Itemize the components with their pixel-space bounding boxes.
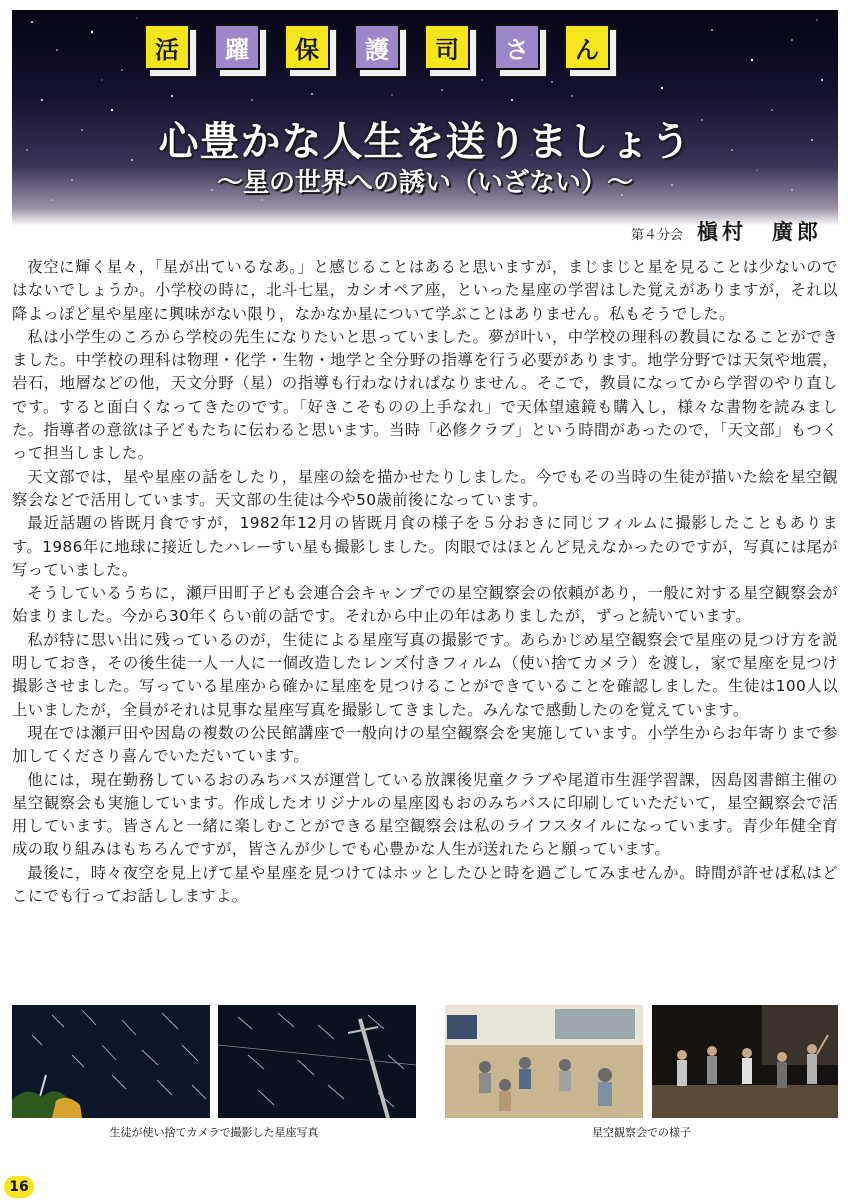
- paragraph: 現在では瀬戸田や因島の複数の公民館講座で一般向けの星空観察会を実施しています。小学生からお年寄りまで参加してくださり喜んでいただいています。: [12, 723, 838, 766]
- observation-session-indoor-photo: [445, 1005, 643, 1118]
- title-tile: さ: [494, 24, 540, 70]
- observation-session-outdoor-photo: [652, 1005, 838, 1118]
- title-tile: ん: [564, 24, 610, 70]
- paragraph: 他には，現在勤務しているおのみちバスが運営している放課後児童クラブや尾道市生涯学習課，因島図書館主催の星空観察会も実施しています。作成したオリジナルの星座図もおのみちバスに印刷していただいて，星空観察会で活用しています。皆さんと一緒に楽しむことができる星空観察会は私のライフスタイルになっています。青少年健全育成の取り組みはもちろんですが，皆さんが少しでも心豊かな人生が送れたらと願っています。: [12, 770, 838, 859]
- author-name: 槇村 廣郎: [697, 219, 822, 244]
- article-body: [12, 256, 838, 908]
- paragraph: 最後に，時々夜空を見上げて星や星座を見つけてはホッとしたひと時を過ごしてみませんか。時間が許せば私はどこにでも行ってお話ししますよ。: [12, 863, 838, 906]
- title-tile: 護: [354, 24, 400, 70]
- paragraph: 私は小学生のころから学校の先生になりたいと思っていました。夢が叶い，中学校の理科の教員になることができました。中学校の理科は物理・化学・生物・地学と全分野の指導を行う必要があります。地学分野では天気や地震，岩石，地層などの他，天文分野（星）の指導も行わなければなりません。そこで，教員になってから学習のやり直しです。すると面白くなってきたのです。「好きこそものの上手なれ」で天体望遠鏡も購入し，様々な書物を読みました。指導者の意欲は子どもたちに伝わると思います。当時「必修クラブ」という時間があったので，「天文部」もつくって担当しました。: [12, 327, 838, 463]
- title-tile: 司: [424, 24, 470, 70]
- paragraph: そうしているうちに，瀬戸田町子ども会連合会キャンプでの星空観察会の依頼があり，一般に対する星空観察会が始まりました。今から30年くらい前の話です。それから中止の年はありましたが，ずっと続いています。: [12, 584, 838, 626]
- paragraph: 私が特に思い出に残っているのが，生徒による星座写真の撮影です。あらかじめ星空観察会で星座の見つけ方を説明しておき，その後生徒一人一人に一個改造したレンズ付きフィルム（使い捨てカメラ）を渡し，家で星座を見つけ撮影させました。写っている星座から確かに星座を見つけることができていることを確認しました。生徒は100人以上いましたが，全員がそれは見事な星座写真を撮影してきました。みんなで感動したのを覚えています。: [12, 630, 838, 719]
- title-tile: 保: [284, 24, 330, 70]
- star-trail-photo-1: [12, 1005, 210, 1118]
- paragraph: 最近話題の皆既月食ですが，1982年12月の皆既月食の様子を５分おきに同じフィルムに撮影したこともあります。1986年に地球に接近したハレーすい星も撮影しました。肉眼ではほとんど見えなかったのですが，写真には尾が写っていました。: [12, 514, 838, 579]
- photo-caption-observation: 星空観察会での様子: [592, 1126, 691, 1139]
- paragraph: 天文部では，星や星座の話をしたり，星座の絵を描かせたりしました。今でもその当時の生徒が描いた絵を星空観察会などで活用しています。天文部の生徒は今や50歳前後になっています。: [12, 467, 838, 509]
- star-trail-photo-2: [218, 1005, 416, 1118]
- title-tile: 躍: [214, 24, 260, 70]
- byline: [631, 216, 822, 246]
- page-number: 16: [4, 1176, 34, 1198]
- title-tile: 活: [144, 24, 190, 70]
- paragraph: 夜空に輝く星々，「星が出ているなあ。」と感じることはあると思いますが，まじまじと星を見ることは少ないのではないでしょうか。小学校の時に，北斗七星，カシオペア座，といった星座の学習はした覚えがありますが，それ以降よっぽど星や星座に興味がない限り，なかなか星について学ぶことはありません。私もそうでした。: [12, 258, 838, 323]
- branch-label: 第４分会: [630, 228, 683, 243]
- article-title: 心豊かな人生を送りましょう: [158, 119, 692, 165]
- header-banner: [12, 10, 838, 226]
- article-subtitle: 〜星の世界への誘い（いざない）〜: [216, 168, 633, 198]
- photo-caption-star-photos: 生徒が使い捨てカメラで撮影した星座写真: [109, 1126, 319, 1139]
